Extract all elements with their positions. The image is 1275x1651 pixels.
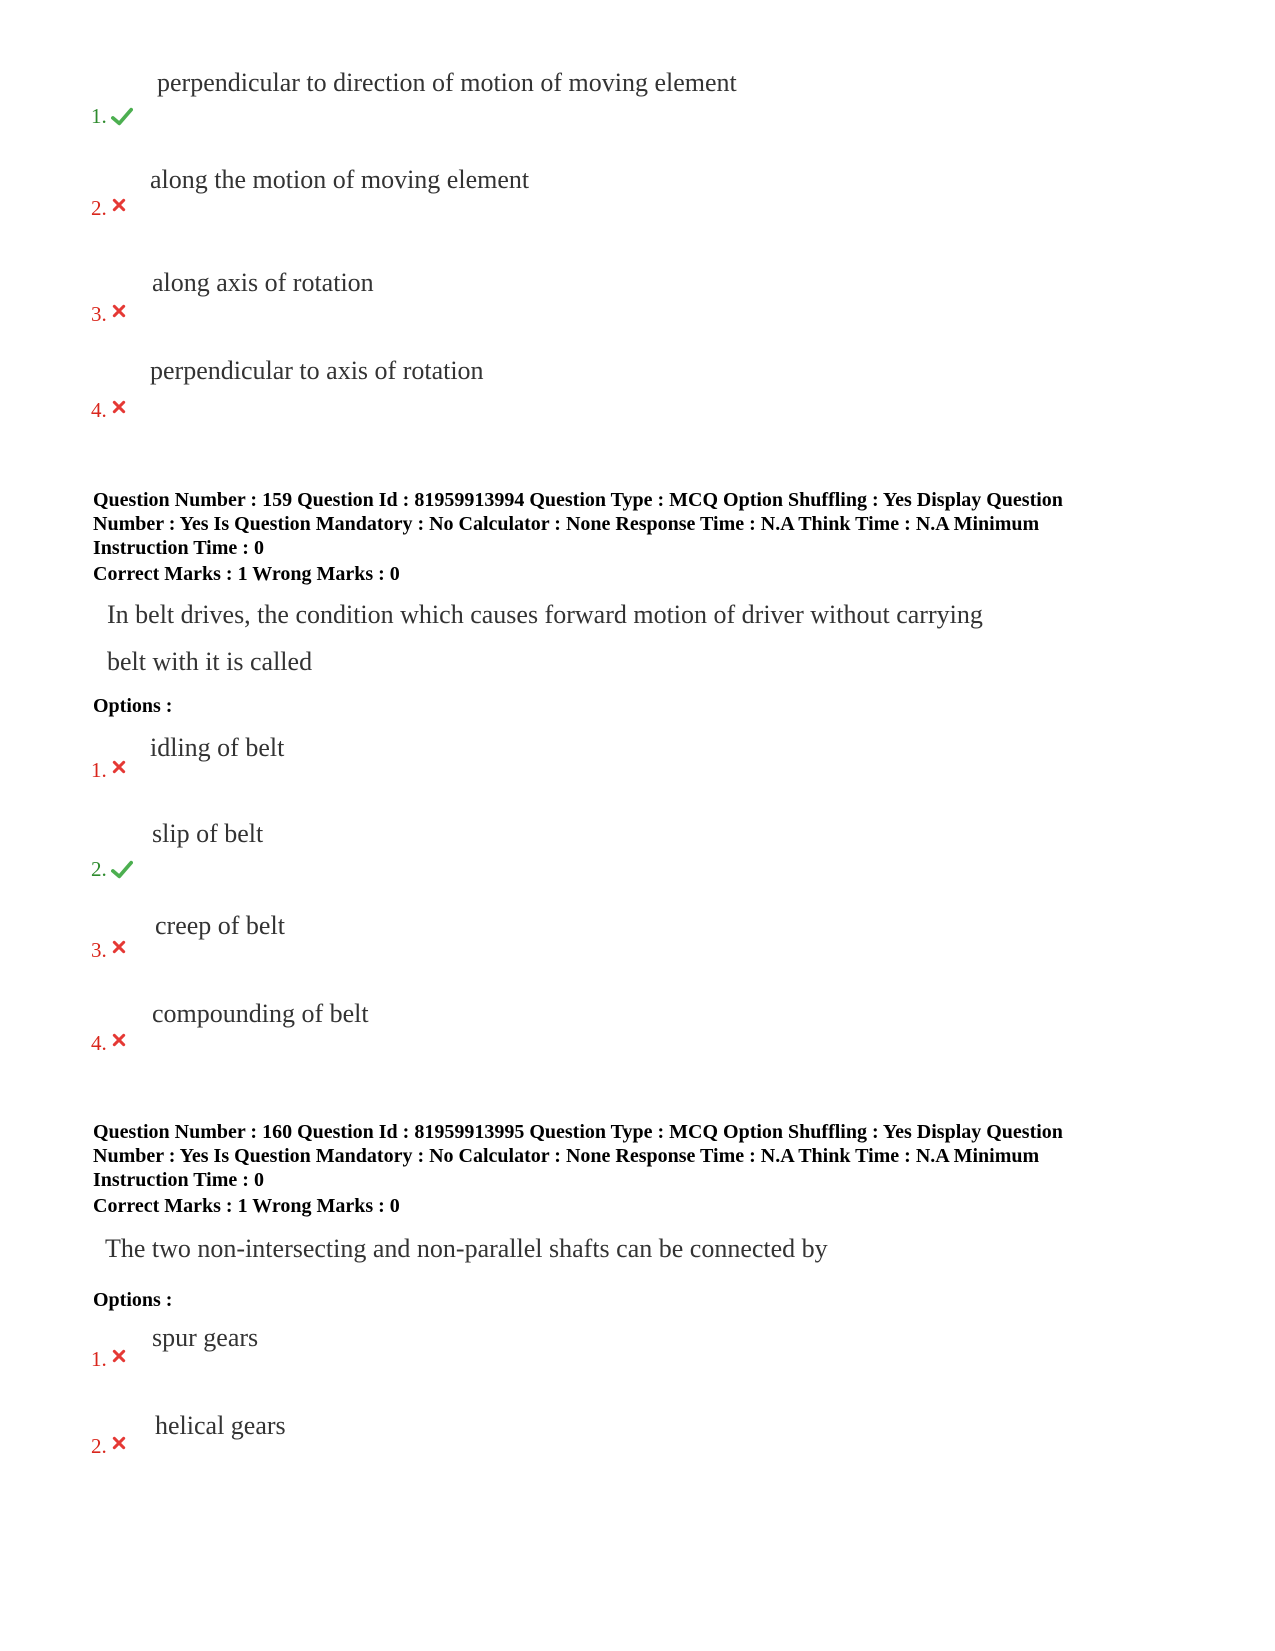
q159-option-1-number: [91, 758, 127, 783]
q160-option-2-text: helical gears: [155, 1411, 286, 1440]
q158-option-3-number: [91, 302, 127, 327]
cross-icon: [111, 1032, 127, 1048]
q159-options-label: Options :: [93, 695, 173, 717]
q160-option-1-text: spur gears: [152, 1323, 259, 1352]
meta-line: Instruction Time : 0: [93, 537, 264, 559]
q159-meta: [93, 488, 1203, 560]
cross-icon: [111, 399, 127, 415]
q158-option-4-number: [91, 398, 127, 423]
q158-option-4-text: perpendicular to axis of rotation: [150, 356, 484, 385]
option-number: 3.: [91, 302, 107, 326]
q158-option-1-text: perpendicular to direction of motion of moving element: [157, 68, 737, 97]
q159-option-4-number: [91, 1031, 127, 1056]
q159-marks: Correct Marks : 1 Wrong Marks : 0: [93, 563, 400, 585]
option-number: 1.: [91, 758, 107, 782]
meta-line: Question Number : 159 Question Id : 81959913994 Question Type : MCQ Option Shuffling : Yes Display Question: [93, 489, 1063, 511]
q159-question-line-1: In belt drives, the condition which causes forward motion of driver without carrying: [107, 600, 983, 629]
meta-line: Question Number : 160 Question Id : 81959913995 Question Type : MCQ Option Shuffling : Yes Display Question: [93, 1121, 1063, 1143]
q159-question-line-2: belt with it is called: [107, 647, 313, 676]
q159-option-1-text: idling of belt: [150, 733, 285, 762]
cross-icon: [111, 939, 127, 955]
q160-question-line-1: The two non-intersecting and non-parallel shafts can be connected by: [105, 1234, 828, 1263]
option-number: 4.: [91, 398, 107, 422]
cross-icon: [111, 1348, 127, 1364]
option-number: 1.: [91, 1347, 107, 1371]
meta-line: Number : Yes Is Question Mandatory : No Calculator : None Response Time : N.A Think Time : N.A Minimum: [93, 513, 1040, 535]
q159-option-2-number: [91, 857, 133, 882]
q158-option-3-text: along axis of rotation: [152, 268, 374, 297]
option-number: 2.: [91, 196, 107, 220]
meta-line: Instruction Time : 0: [93, 1169, 264, 1191]
q158-option-2-number: [91, 196, 127, 221]
q160-options-label: Options :: [93, 1289, 173, 1311]
q160-option-1-number: [91, 1347, 127, 1372]
cross-icon: [111, 197, 127, 213]
cross-icon: [111, 303, 127, 319]
q158-option-1-number: [91, 104, 133, 129]
option-number: 3.: [91, 938, 107, 962]
cross-icon: [111, 759, 127, 775]
q159-option-3-text: creep of belt: [155, 911, 285, 940]
q160-option-2-number: [91, 1434, 127, 1459]
q158-option-2-text: along the motion of moving element: [150, 165, 530, 194]
q159-option-4-text: compounding of belt: [152, 999, 369, 1028]
q159-option-3-number: [91, 938, 127, 963]
meta-line: Number : Yes Is Question Mandatory : No Calculator : None Response Time : N.A Think Time : N.A Minimum: [93, 1145, 1040, 1167]
option-number: 4.: [91, 1031, 107, 1055]
option-number: 2.: [91, 1434, 107, 1458]
q160-meta: [93, 1120, 1203, 1192]
q160-marks: Correct Marks : 1 Wrong Marks : 0: [93, 1195, 400, 1217]
option-number: 1.: [91, 104, 107, 128]
check-icon: [111, 859, 133, 881]
cross-icon: [111, 1435, 127, 1451]
check-icon: [111, 106, 133, 128]
q159-option-2-text: slip of belt: [152, 819, 264, 848]
option-number: 2.: [91, 857, 107, 881]
